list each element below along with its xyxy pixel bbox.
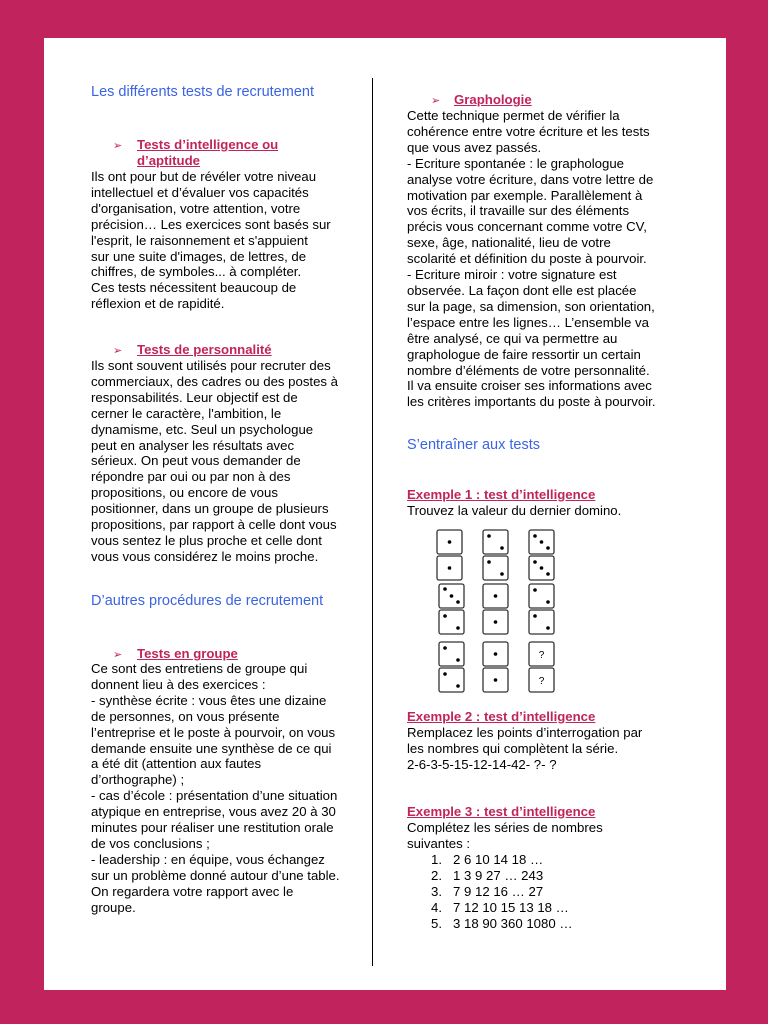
list-item-number: 2. <box>431 867 442 883</box>
domino-figure <box>435 528 575 698</box>
domino-6 <box>529 584 554 634</box>
subheading-tests-personnalite: Tests de personnalité <box>137 342 272 357</box>
domino-8 <box>483 642 508 692</box>
list-item-number: 4. <box>431 899 442 915</box>
paragraph-graphologie: Cette technique permet de vérifier la cohérence entre votre écriture et les tests que vous avez passés. - Ecriture spontanée : le graphologue analyse votre écriture, dans votre lettre de motivation par exemple. Parallèlement à vos écrits, il travaille sur des éléments précis vous concernant comme votre CV, sexe, âge, nationalité, lieu de votre scolarité et définition du poste à pourvoir. - Ecriture miroir : votre signature est observée. La façon dont elle est placée sur la page, sa dimension, son orientation, l’espace entre les lignes… L’ensemble va être analysé, ce qui va permettre au graphologue de faire ressortir un certain nombre d’éléments de votre personnalité. Il va ensuite croiser ses informations avec les critères importants du poste à pourvoir. <box>407 108 656 410</box>
bullet-arrow-icon: ➢ <box>113 649 123 661</box>
domino-2 <box>483 530 508 580</box>
list-item <box>431 852 573 868</box>
example-3-text: Complétez les séries de nombres suivantes : <box>407 820 603 851</box>
subheading-tests-groupe: Tests en groupe <box>137 646 238 661</box>
domino-3 <box>529 530 554 580</box>
list-item <box>431 916 573 932</box>
list-item-text: 3 18 90 360 1080 … <box>453 915 573 931</box>
list-item-text: 7 12 10 15 13 18 … <box>453 899 569 915</box>
document-page <box>44 38 726 990</box>
bullet-arrow-icon: ➢ <box>431 95 441 107</box>
paragraph-tests-personnalite: Ils sont souvent utilisés pour recruter des commerciaux, des cadres ou des postes à responsabilités. Leur objectif est de cerner le caractère, l'ambition, le dynamisme, etc. Seul un psychologue peut en analyser les résultats avec sérieux. On peut vous demander de répondre par oui ou par non à des propositions, ou encore de vous positionner, dans un groupe de plusieurs propositions, par rapport à celle dont vous vous sentez le plus proche et celle dont vous vous considérez le moins proche. <box>91 358 339 564</box>
list-item-number: 1. <box>431 852 442 867</box>
subheading-line-2: d’aptitude <box>137 152 201 168</box>
bullet-arrow-icon: ➢ <box>113 345 123 357</box>
paragraph-tests-groupe: Ce sont des entretiens de groupe qui donnent lieu à des exercices : - synthèse écrite : vous êtes une dizaine de personnes, on vous présente l’entreprise et le poste à pourvoir, on vous demande ensuite une synthèse de ce qui a été dit (attention aux fautes d’orthographe) ; - cas d’école : présentation d’une situation atypique en entreprise, vous avez 20 à 30 minutes pour réaliser une restitution orale de vos conclusions ; - leadership : en équipe, vous échangez sur un problème donné autour d’une table. On regardera votre rapport avec le groupe. <box>91 661 340 915</box>
example-1-text: Trouvez la valeur du dernier domino. <box>407 503 622 518</box>
example-2-text: Remplacez les points d’interrogation par les nombres qui complètent la série. 2-6-3-5-15-12-14-42- ?- ? <box>407 725 643 772</box>
domino-7 <box>439 642 464 692</box>
list-item <box>431 884 573 900</box>
domino-4 <box>439 584 464 634</box>
example-2-title: Exemple 2 : test d’intelligence <box>407 709 596 724</box>
list-item-text: 2 6 10 14 18 … <box>453 852 544 867</box>
subheading-graphologie: Graphologie <box>454 92 532 107</box>
domino-unknown <box>529 642 554 692</box>
column-divider <box>372 78 373 966</box>
list-item-text: 7 9 12 16 … 27 <box>453 883 544 899</box>
heading-entrainer: S’entraîner aux tests <box>407 437 540 453</box>
domino-unknown-bottom: ? <box>538 676 545 687</box>
list-item-text: 1 3 9 27 … 243 <box>453 867 544 883</box>
paragraph-tests-intelligence: Ils ont pour but de révéler votre niveau intellectuel et d’évaluer vos capacités d'organisation, votre attention, votre précision… Les exercices sont basés sur l'esprit, le raisonnement et s'appuient sur une suite d'images, de lettres, de chiffres, de symboles... à compléter. Ces tests nécessitent beaucoup de réflexion et de rapidité. <box>91 169 331 312</box>
heading-autres-procedures: D’autres procédures de recrutement <box>91 593 324 609</box>
example-3-title: Exemple 3 : test d’intelligence <box>407 804 596 819</box>
domino-unknown-top: ? <box>538 650 545 661</box>
list-item <box>431 868 573 884</box>
subheading-line-1: Tests d’intelligence ou <box>137 137 279 152</box>
example-3-list <box>431 852 573 932</box>
heading-tests-recrutement: Les différents tests de recrutement <box>91 84 314 100</box>
domino-1 <box>437 530 462 580</box>
example-1-title: Exemple 1 : test d’intelligence <box>407 487 596 502</box>
domino-5 <box>483 584 508 634</box>
list-item <box>431 900 573 916</box>
bullet-arrow-icon: ➢ <box>113 140 123 152</box>
list-item-number: 3. <box>431 883 442 899</box>
subheading-tests-intelligence <box>137 137 278 169</box>
list-item-number: 5. <box>431 915 442 931</box>
